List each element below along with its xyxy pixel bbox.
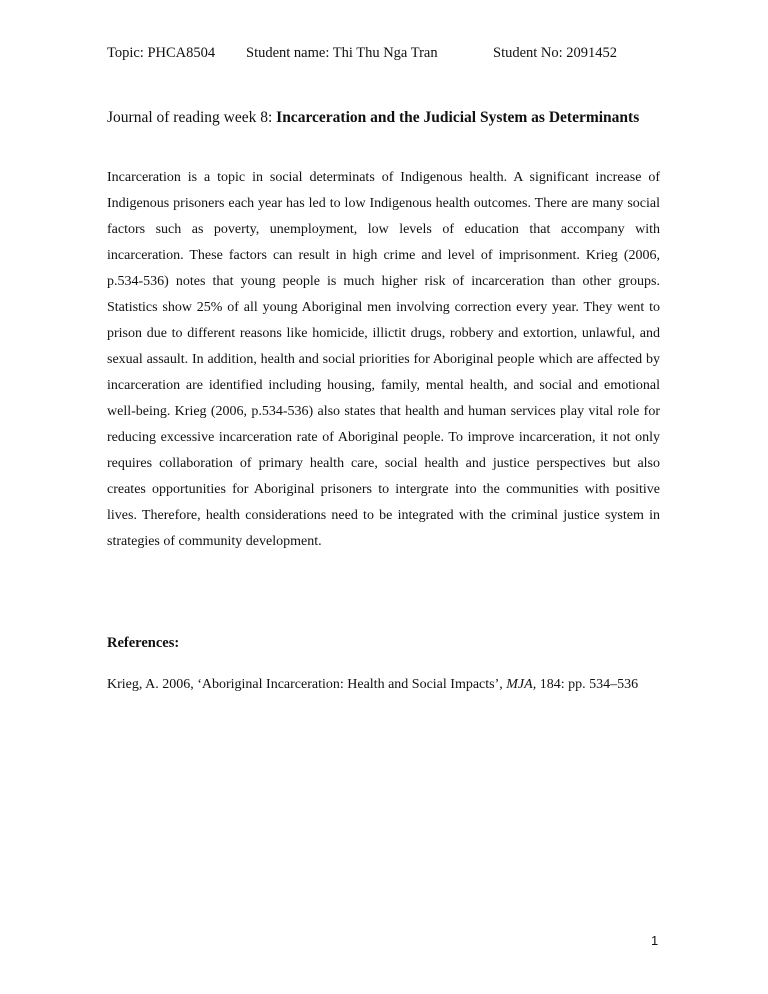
reference-journal: MJA,	[506, 677, 537, 692]
page-number: 1	[651, 933, 659, 948]
references-heading: References:	[107, 635, 180, 651]
body-paragraph: Incarceration is a topic in social determinats of Indigenous health. A significant increase of Indigenous prisoners each year has led to low Indigenous health outcomes. There are many social factors such as poverty, unemployment, low levels of education that accompany with incarceration. These factors can result in high crime and level of imprisonment. Krieg (2006, p.534-536) notes that young people is much higher risk of incarceration than other groups. Statistics show 25% of all young Aboriginal men involving correction every year. They went to prison due to different reasons like homicide, illictit drugs, robbery and extortion, unlawful, and sexual assault. In addition, health and social priorities for Aboriginal people which are affected by incarceration are identified including housing, family, mental health, and social and emotional well-being. Krieg (2006, p.534-536) also states that health and human services play vital role for reducing excessive incarceration rate of Aboriginal people. To improve incarceration, it not only requires collaboration of primary health care, social health and justice perspectives but also creates opportunities for Aboriginal prisoners to intergrate into the communities with positive lives. Therefore, health considerations need to be integrated with the criminal justice system in strategies of community development.	[107, 170, 660, 549]
document-title	[107, 107, 667, 128]
title-prefix: Journal of reading week 8:	[107, 109, 277, 126]
page-header	[107, 45, 667, 65]
reference-entry	[107, 667, 660, 703]
header-topic: Topic: PHCA8504	[107, 45, 216, 61]
reference-text-before: Krieg, A. 2006, ‘Aboriginal Incarceration: Health and Social Impacts’,	[107, 677, 507, 692]
header-student-number: Student No: 2091452	[493, 45, 618, 61]
title-main: Incarceration and the Judicial System as Determinants	[276, 109, 640, 126]
reference-text-after: 184: pp. 534–536	[536, 677, 639, 692]
header-student-name: Student name: Thi Thu Nga Tran	[246, 45, 438, 61]
